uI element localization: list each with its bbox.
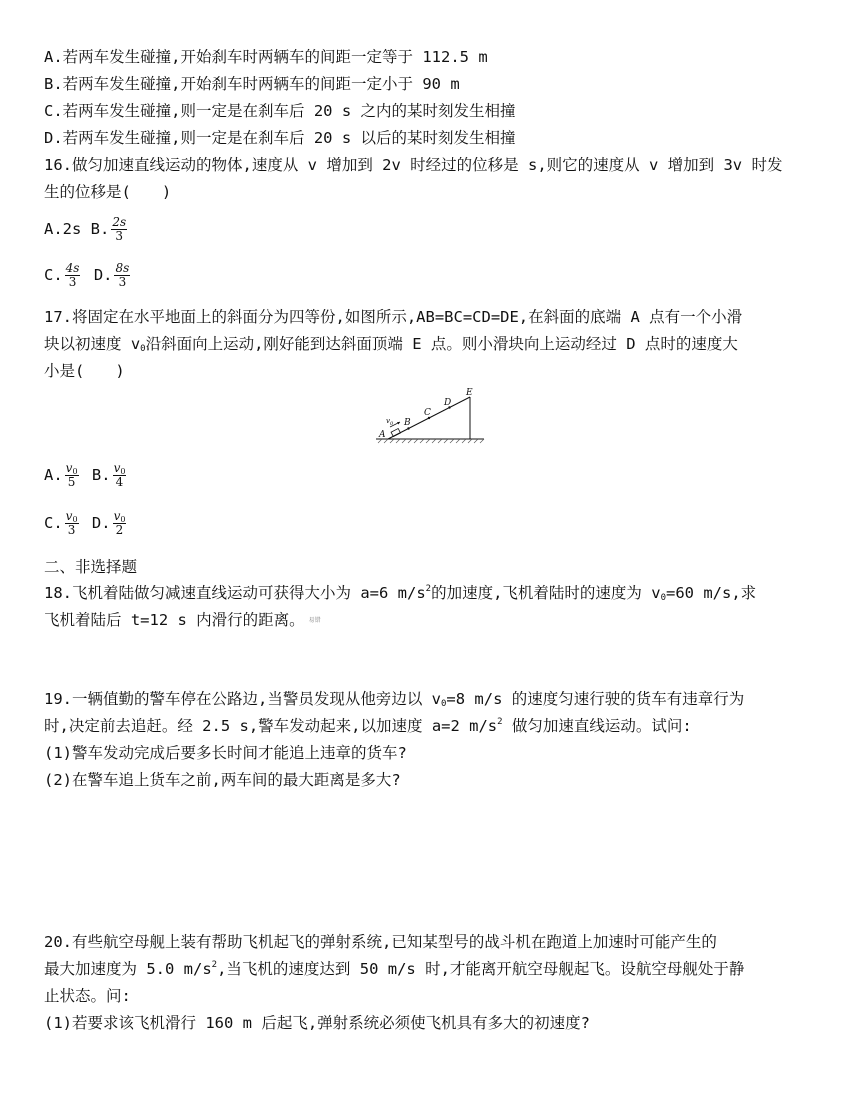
q17-option-a: A. $\frac{v_0}{5}$	[44, 461, 78, 489]
q19-stem-line1: 19.一辆值勤的警车停在公路边,当警员发现从他旁边以 $v_0=8$ m/s 的速度匀速行驶的货车有违章行为	[44, 690, 745, 709]
q16-option-a: A.2s	[44, 220, 82, 238]
q16-option-c: C. $\frac{4s}{3}$	[44, 261, 80, 289]
q16-stem-line1: 16.做匀加速直线运动的物体,速度从 v 增加到 2v 时经过的位移是 s,则它的速度从 v 增加到 3v 时发	[44, 156, 783, 174]
slider-block	[391, 429, 400, 437]
label-d: D	[444, 398, 452, 408]
q20-stem-line3: 止状态。问:	[44, 987, 131, 1005]
q19-part1: (1)警车发动完成后要多长时间才能追上违章的货车?	[44, 744, 407, 762]
q17-stem-line3: 小是( )	[44, 362, 125, 380]
q17-option-b: B. $\frac{v_0}{4}$	[91, 461, 126, 489]
q20-stem-line2: 最大加速度为 5.0 $m/s^2$,当飞机的速度达到 50 m/s 时,才能离开航空母舰起飞。设航空母舰处于静	[44, 960, 745, 978]
q18-stem-line1: 18.飞机着陆做匀减速直线运动可获得大小为 a=6 $m/s^2$的加速度,飞机着陆时的速度为 $v_0=60$ m/s,求	[44, 584, 757, 603]
q17-stem-line2: 块以初速度 $v_0$沿斜面向上运动,刚好能到达斜面顶端 E 点。则小滑块向上运动经过 D 点时的速度大	[44, 335, 738, 354]
q17-options-ab	[44, 462, 130, 489]
label-b: B	[404, 418, 411, 428]
q19-stem-line2: 时,决定前去追赶。经 2.5 s,警车发动起来,以加速度 a=2 $m/s^2$ 做匀加速直线运动。试问:	[44, 717, 692, 735]
q17-option-d: D. $\frac{v_0}{2}$	[91, 509, 126, 537]
section-heading-non-choice: 二、非选择题	[44, 558, 138, 576]
q17-stem-line1: 17.将固定在水平地面上的斜面分为四等份,如图所示,AB=BC=CD=DE,在斜面的底端 A 点有一个小滑	[44, 308, 743, 326]
q16-option-b-fraction: $\frac{2s}{3}$	[112, 215, 127, 243]
label-e: E	[466, 388, 473, 398]
q16-option-c-fraction: $\frac{4s}{3}$	[65, 261, 80, 289]
q16-option-d-fraction: $\frac{8s}{3}$	[115, 261, 130, 289]
label-v0: $v_0$	[386, 417, 394, 427]
q15-option-b: B.若两车发生碰撞,开始刹车时两辆车的间距一定小于 90 m	[44, 75, 460, 93]
q16-options-cd	[44, 262, 134, 289]
q16-options-ab	[44, 216, 131, 243]
q15-option-d: D.若两车发生碰撞,则一定是在刹车后 20 s 以后的某时刻发生相撞	[44, 129, 516, 147]
ground-hatching	[378, 439, 484, 443]
q16-option-b: B. $\frac{2s}{3}$	[90, 215, 127, 243]
q20-stem-line1: 20.有些航空母舰上装有帮助飞机起飞的弹射系统,已知某型号的战斗机在跑道上加速时可能产生的	[44, 933, 717, 951]
q19-part2: (2)在警车追上货车之前,两车间的最大距离是多大?	[44, 771, 401, 789]
q18-stem-line2: 飞机着陆后 t=12 s 内滑行的距离。 易错	[44, 611, 321, 629]
q15-option-c: C.若两车发生碰撞,则一定是在刹车后 20 s 之内的某时刻发生相撞	[44, 102, 516, 120]
q15-option-a: A.若两车发生碰撞,开始刹车时两辆车的间距一定等于 112.5 m	[44, 48, 488, 66]
q17-options-cd	[44, 510, 130, 537]
label-a: A	[379, 430, 386, 440]
q16-stem-line2: 生的位移是( )	[44, 183, 172, 201]
label-c: C	[424, 408, 431, 418]
q16-option-d: D. $\frac{8s}{3}$	[93, 261, 130, 289]
error-prone-mark: 易错	[308, 617, 321, 624]
q17-option-c: C. $\frac{v_0}{3}$	[44, 509, 78, 537]
q20-part1: (1)若要求该飞机滑行 160 m 后起飞,弹射系统必须使飞机具有多大的初速度?	[44, 1014, 590, 1032]
incline-figure	[376, 387, 486, 447]
